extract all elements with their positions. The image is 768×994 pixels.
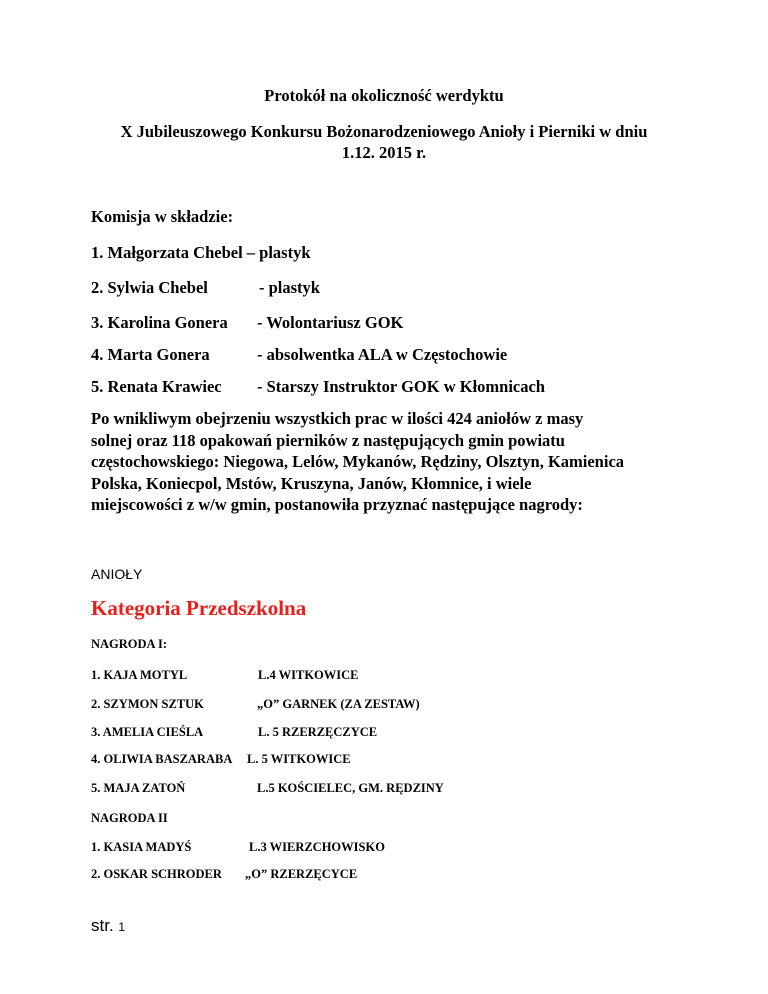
award-1-place-2: „O” GARNEK (ZA ZESTAW) bbox=[257, 697, 420, 711]
committee-member-4-role: - absolwentka ALA w Częstochowie bbox=[257, 345, 508, 364]
committee-member-3-role: - Wolontariusz GOK bbox=[257, 313, 404, 332]
page-number-text: str. 1 bbox=[91, 916, 126, 935]
award-2-place-1: L.3 WIERZCHOWISKO bbox=[249, 840, 385, 854]
document-subtitle: X Jubileuszowego Konkursu Bożonarodzeniowego Anioły i Pierniki w dniu bbox=[120, 122, 648, 141]
committee-member-1: 1. Małgorzata Chebel – plastyk bbox=[91, 243, 311, 262]
committee-member-5-role: - Starszy Instruktor GOK w Kłomnicach bbox=[257, 377, 545, 396]
section-label: ANIOŁY bbox=[91, 566, 143, 582]
award-1-name-3: 3. AMELIA CIEŚLA bbox=[91, 725, 204, 739]
award-1-name-2: 2. SZYMON SZTUK bbox=[91, 697, 204, 711]
award-1-name-5: 5. MAJA ZATOŃ bbox=[91, 781, 186, 795]
award-1-place-3: L. 5 RZERZĘCZYCE bbox=[258, 725, 378, 739]
award-1-name-4: 4. OLIWIA BASZARABA bbox=[91, 752, 233, 766]
award-2-name-1: 1. KASIA MADYŚ bbox=[91, 840, 192, 854]
document-date: 1.12. 2015 r. bbox=[341, 143, 427, 162]
award-2-heading: NAGRODA II bbox=[91, 811, 168, 825]
paragraph-line: Polska, Koniecpol, Mstów, Kruszyna, Janów, Kłomnice, i wiele bbox=[91, 473, 532, 493]
committee-member-3: 3. Karolina Gonera bbox=[91, 313, 228, 332]
award-1-name-1: 1. KAJA MOTYL bbox=[91, 668, 188, 682]
document-title: Protokół na okoliczność werdyktu bbox=[264, 86, 504, 105]
award-2-place-2: „O” RZERZĘCYCE bbox=[245, 867, 358, 881]
award-1-heading: NAGRODA I: bbox=[91, 637, 168, 651]
award-1-place-1: L.4 WITKOWICE bbox=[258, 668, 359, 682]
committee-member-4: 4. Marta Gonera bbox=[91, 345, 210, 364]
committee-member-2: 2. Sylwia Chebel bbox=[91, 278, 208, 297]
award-1-place-4: L. 5 WITKOWICE bbox=[247, 752, 351, 766]
paragraph-line: miejscowości z w/w gmin, postanowiła przyznać następujące nagrody: bbox=[91, 495, 583, 514]
award-2-name-2: 2. OSKAR SCHRODER bbox=[91, 867, 222, 881]
paragraph-line: Po wnikliwym obejrzeniu wszystkich prac w ilości 424 aniołów z masy bbox=[91, 409, 584, 428]
committee-member-2-role: - plastyk bbox=[259, 278, 320, 297]
category-title: Kategoria Przedszkolna bbox=[91, 596, 307, 620]
committee-member-5: 5. Renata Krawiec bbox=[91, 377, 222, 396]
committee-heading: Komisja w składzie: bbox=[91, 207, 234, 226]
page-number bbox=[91, 916, 125, 936]
award-1-place-5: L.5 KOŚCIELEC, GM. RĘDZINY bbox=[257, 781, 444, 795]
paragraph-line: solnej oraz 118 opakowań pierników z następujących gmin powiatu bbox=[91, 430, 565, 450]
verdict-paragraph bbox=[91, 408, 701, 516]
paragraph-line: częstochowskiego: Niegowa, Lelów, Mykanów, Rędziny, Olsztyn, Kamienica bbox=[91, 452, 625, 471]
